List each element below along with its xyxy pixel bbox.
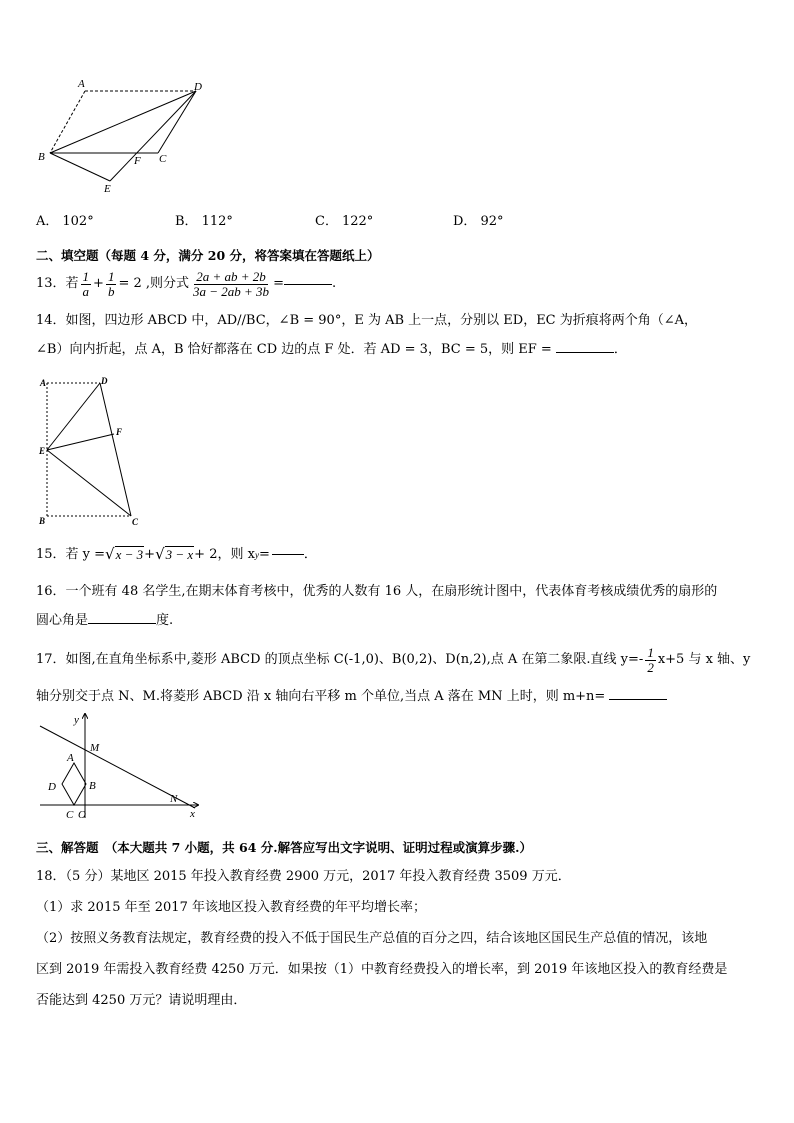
q15: 15．若 y = √ x − 3 + √ 3 − x + 2，则 x y = ． bbox=[36, 545, 317, 563]
q12-option-d: D． 92° bbox=[453, 214, 504, 229]
q14-line-2: ∠B）向内折起，点 A，B 恰好都落在 CD 边的点 F 处．若 AD = 3，BC = 5，则 EF = ． bbox=[36, 342, 627, 357]
q12-label-B: B bbox=[38, 151, 45, 163]
q17-line-1: 17．如图,在直角坐标系中,菱形 ABCD 的顶点坐标 C(-1,0)、B(0,2)、D(n,2),点 A 在第二象限.直线 y=- $\frac{1}{2}$ x+5 与 x 轴、y bbox=[36, 644, 751, 675]
q18-part-2-line-2: 区到 2019 年需投入教育经费 4250 万元．如果按（1）中教育经费投入的增长率，到 2019 年该地区投入的教育经费是 bbox=[36, 962, 728, 977]
q17-label-x: x bbox=[190, 808, 195, 820]
q15-answer-blank[interactable] bbox=[272, 554, 304, 555]
q12-figure bbox=[30, 74, 220, 198]
q15-sqrt-1: √ x − 3 bbox=[105, 545, 144, 563]
q12-option-a: A． 102° bbox=[36, 214, 94, 229]
q17-figure bbox=[30, 708, 210, 824]
q16-line-1: 16．一个班有 48 名学生,在期末体育考核中，优秀的人数有 16 人，在扇形统计图中，代表体育考核成绩优秀的扇形的 bbox=[36, 584, 718, 599]
q17-label-y: y bbox=[74, 714, 79, 726]
q14-label-E: E bbox=[39, 446, 46, 456]
section-2-heading: 二、填空题（每题 4 分，满分 20 分，将答案填在答题纸上） bbox=[36, 248, 380, 263]
q14-figure bbox=[30, 372, 150, 528]
q14-answer-blank[interactable] bbox=[556, 352, 614, 353]
q14-fold-ED bbox=[47, 383, 100, 450]
q12-label-E: E bbox=[104, 183, 111, 195]
q15-sqrt-2: √ 3 − x bbox=[155, 545, 194, 563]
q17-answer-blank[interactable] bbox=[609, 699, 667, 700]
q14-label-D: D bbox=[101, 376, 108, 386]
q12-label-C: C bbox=[159, 153, 167, 165]
q13: 13．若 $\frac{1}{a}$ + $\frac{1}{b}$ = 2 ,则分式 $\frac{2a + ab + 2b}{3a - 2ab + 3b}$ = . bbox=[36, 268, 337, 299]
q14-label-B: B bbox=[39, 516, 46, 526]
q17-label-M: M bbox=[90, 742, 100, 754]
q18-part-2-line-3: 否能达到 4250 万元？请说明理由． bbox=[36, 993, 247, 1008]
q13-frac-1b: $\frac{1}{b}$ bbox=[107, 268, 115, 299]
q13-frac-1a: $\frac{1}{a}$ bbox=[82, 268, 90, 299]
q17-line-2: 轴分别交于点 N、M.将菱形 ABCD 沿 x 轴向右平移 m 个单位,当点 A 落在 MN 上时，则 m+n= bbox=[36, 689, 667, 705]
q17-rhombus-ABCD bbox=[62, 763, 86, 805]
q14-label-C: C bbox=[132, 517, 139, 527]
q12-label-A: A bbox=[78, 78, 85, 90]
q12-option-c: C． 122° bbox=[315, 214, 374, 229]
q12-label-F: F bbox=[134, 155, 141, 167]
q17-label-B: B bbox=[89, 780, 96, 792]
q14-line-1: 14．如图，四边形 ABCD 中，AD//BC，∠B = 90°，E 为 AB 上一点，分别以 ED，EC 为折痕将两个角（∠A， bbox=[36, 313, 698, 328]
q16-answer-blank[interactable] bbox=[88, 623, 156, 624]
q17-slope-fraction: $\frac{1}{2}$ bbox=[647, 644, 654, 675]
q12-edge-ED bbox=[110, 91, 196, 181]
q18-part-1: （1）求 2015 年至 2017 年该地区投入教育经费的年平均增长率； bbox=[36, 900, 426, 915]
q17-label-C: C bbox=[66, 809, 74, 821]
q18-part-2-line-1: （2）按照义务教育法规定，教育经费的投入不低于国民生产总值的百分之四，结合该地区国民生产总值的情况，该地 bbox=[36, 931, 708, 946]
q17-label-N: N bbox=[170, 793, 178, 805]
q14-edge-DC bbox=[100, 383, 131, 516]
q12-label-D: D bbox=[194, 81, 202, 93]
q12-option-b: B． 112° bbox=[175, 214, 233, 229]
q12-edge-AB bbox=[50, 91, 85, 153]
q12-edge-DC bbox=[158, 91, 196, 153]
q18-stem: 18．（5 分）某地区 2015 年投入教育经费 2900 万元，2017 年投入教育经费 3509 万元． bbox=[36, 869, 571, 884]
q16-line-2: 圆心角是 度. bbox=[36, 613, 174, 628]
q17-label-A: A bbox=[67, 752, 74, 764]
q12-edge-BE bbox=[50, 153, 110, 181]
q13-answer-blank[interactable] bbox=[284, 284, 332, 285]
q17-label-O: O bbox=[78, 809, 86, 821]
q14-segment-EF bbox=[47, 434, 114, 450]
q14-label-A: A bbox=[40, 378, 47, 388]
q13-frac-expression: $\frac{2a + ab + 2b}{3a - 2ab + 3b}$ bbox=[193, 268, 270, 299]
q14-label-F: F bbox=[116, 427, 123, 437]
section-3-heading: 三、解答题 （本大题共 7 小题，共 64 分.解答应写出文字说明、证明过程或演算步骤.） bbox=[36, 840, 532, 855]
q17-label-D: D bbox=[48, 781, 56, 793]
q12-diagonal-BD bbox=[50, 91, 196, 153]
